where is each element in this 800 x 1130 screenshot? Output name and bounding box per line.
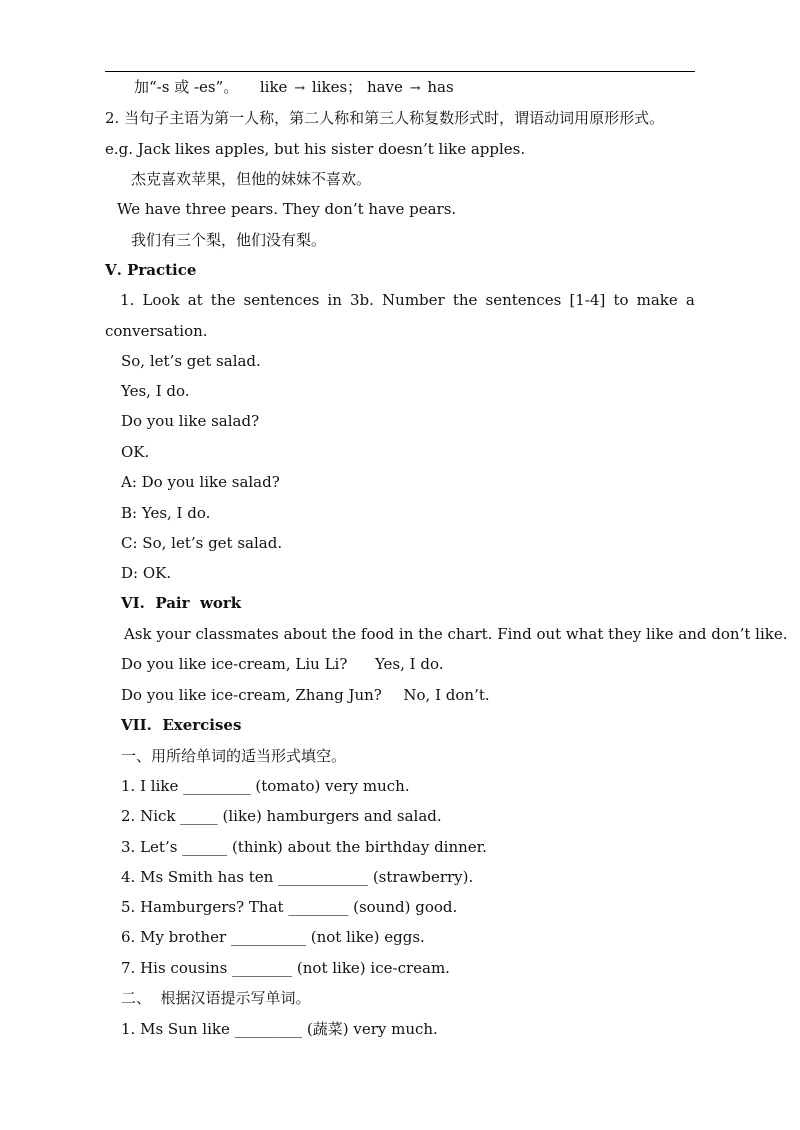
example-has: has	[427, 78, 454, 96]
exercise-item: 7. His cousins ________ (not like) ice-cream.	[121, 959, 450, 977]
practice-sentence: Do you like salad?	[121, 412, 260, 430]
dialogue-line	[121, 685, 490, 705]
practice-answer: D: OK.	[121, 564, 172, 582]
pair-work-instruction: Ask your classmates about the food in the chart. Find out what they like and don’t like.	[124, 625, 788, 643]
arrow-icon: →	[294, 81, 306, 96]
grammar-rule-2: 2. 当句子主语为第一人称，第二人称和第三人称复数形式时，谓语动词用原形形式。	[105, 109, 665, 127]
dialogue-question: Do you like ice-cream, Liu Li?	[121, 655, 348, 673]
dialogue-question: Do you like ice-cream, Zhang Jun?	[121, 686, 382, 704]
instruction-word: Number	[382, 291, 445, 309]
exercise-item: 1. Ms Sun like _________ (蔬菜) very much.	[121, 1020, 438, 1038]
dialogue-answer: Yes, I do.	[374, 655, 444, 673]
instruction-word: in	[327, 291, 342, 309]
grammar-prefix: 加“-s 或 -es”。	[134, 78, 239, 96]
exercise-item: 4. Ms Smith has ten ____________ (strawberry).	[121, 868, 474, 886]
instruction-word: 3b.	[350, 291, 374, 309]
exercise-item: 1. I like _________ (tomato) very much.	[121, 777, 410, 795]
exercise-part2-title: 二、 根据汉语提示写单词。	[121, 989, 311, 1007]
instruction-word: Look	[142, 291, 180, 309]
practice-instruction	[105, 290, 695, 310]
instruction-word: make	[636, 291, 678, 309]
instruction-word: [1-4]	[569, 291, 606, 309]
pair-work-heading: VI. Pair work	[121, 594, 242, 612]
grammar-example-zh-1: 杰克喜欢苹果，但他的妹妹不喜欢。	[131, 170, 372, 188]
instruction-word: sentences	[485, 291, 562, 309]
dialogue-answer: No, I don’t.	[403, 686, 490, 704]
exercises-heading: VII. Exercises	[121, 716, 242, 734]
instruction-word: 1.	[120, 291, 135, 309]
example-like: like	[259, 78, 288, 96]
instruction-word: the	[452, 291, 478, 309]
practice-answer: A: Do you like salad?	[121, 473, 280, 491]
dialogue-line	[121, 654, 443, 674]
exercise-part1-title: 一、用所给单词的适当形式填空。	[121, 747, 347, 765]
grammar-example-en-2: We have three pears. They don’t have pears.	[117, 200, 457, 218]
header-rule	[105, 71, 695, 72]
grammar-example-en-1: e.g. Jack likes apples, but his sister doesn’t like apples.	[105, 140, 526, 158]
instruction-word: the	[210, 291, 236, 309]
practice-answer: B: Yes, I do.	[121, 504, 211, 522]
practice-instruction-cont: conversation.	[105, 322, 208, 340]
instruction-word: a	[685, 291, 695, 309]
example-likes: likes；	[311, 78, 363, 96]
practice-sentence: OK.	[121, 443, 150, 461]
exercise-item: 5. Hamburgers? That ________ (sound) good.	[121, 898, 458, 916]
practice-heading: Ⅴ. Practice	[105, 261, 197, 279]
exercise-item: 2. Nick _____ (like) hamburgers and salad.	[121, 807, 442, 825]
instruction-word: at	[187, 291, 203, 309]
instruction-word: sentences	[243, 291, 320, 309]
arrow-icon: →	[409, 81, 421, 96]
exercise-item: 6. My brother __________ (not like) eggs.	[121, 928, 425, 946]
exercise-item: 3. Let’s ______ (think) about the birthday dinner.	[121, 838, 487, 856]
practice-sentence: So, let’s get salad.	[121, 352, 261, 370]
practice-answer: C: So, let’s get salad.	[121, 534, 283, 552]
instruction-word: to	[613, 291, 629, 309]
example-have: have	[366, 78, 403, 96]
grammar-line-a	[134, 77, 454, 99]
grammar-example-zh-2: 我们有三个梨，他们没有梨。	[131, 231, 327, 249]
practice-sentence: Yes, I do.	[121, 382, 190, 400]
